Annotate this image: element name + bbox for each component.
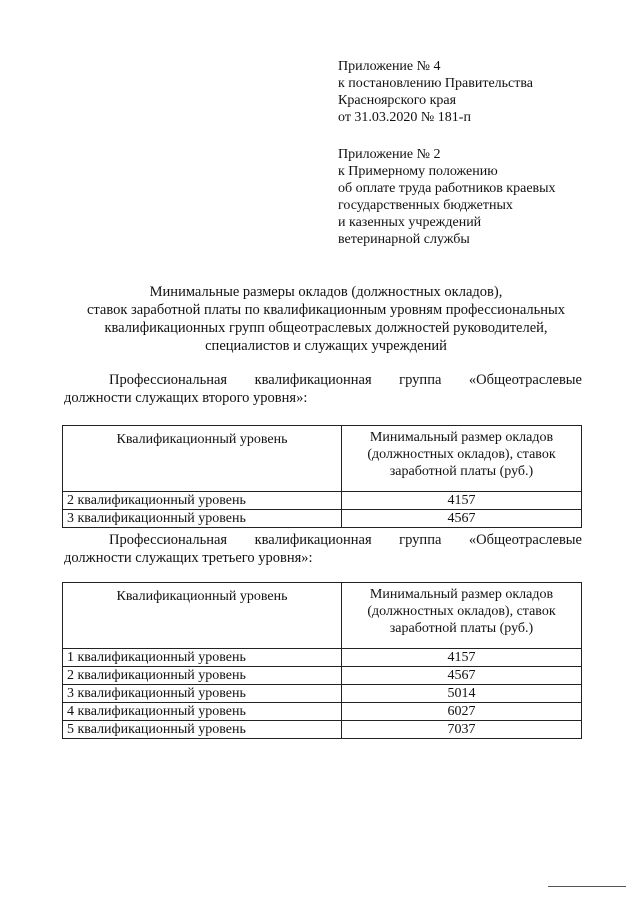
appendix-line: от 31.03.2020 № 181-п [338, 110, 471, 125]
salary-cell: 4567 [342, 510, 582, 528]
level-cell: 3 квалификационный уровень [63, 685, 342, 703]
table-row [63, 510, 582, 528]
header-level: Квалификационный уровень [63, 583, 342, 649]
group-2-heading [64, 371, 582, 407]
level-cell: 5 квалификационный уровень [63, 721, 342, 739]
salary-cell: 4157 [342, 492, 582, 510]
title-line: ставок заработной платы по квалификационным уровням профессиональных [86, 302, 566, 318]
level-cell: 2 квалификационный уровень [63, 667, 342, 685]
heading-line-2: должности служащих третьего уровня»: [64, 550, 313, 566]
scan-artifact-line [548, 886, 626, 887]
table-header-row [63, 426, 582, 492]
table-header-row [63, 583, 582, 649]
header-salary-line: заработной платы (руб.) [389, 464, 534, 479]
header-salary-line: (должностных окладов), ставок [367, 447, 556, 462]
header-salary-line: заработной платы (руб.) [389, 621, 534, 636]
table-row [63, 703, 582, 721]
appendix-2-header [338, 146, 628, 248]
salary-table-group-3 [62, 582, 582, 739]
heading-word: Профессиональная [109, 372, 228, 388]
group-3-heading [64, 531, 582, 567]
heading-word: группа [399, 532, 442, 548]
header-salary [342, 583, 582, 649]
appendix-line: и казенных учреждений [338, 215, 482, 230]
salary-cell: 6027 [342, 703, 582, 721]
level-cell: 3 квалификационный уровень [63, 510, 342, 528]
appendix-line: Приложение № 4 [338, 59, 441, 74]
salary-cell: 4567 [342, 667, 582, 685]
title-line: Минимальные размеры окладов (должностных окладов), [149, 284, 503, 300]
header-level: Квалификационный уровень [63, 426, 342, 492]
header-salary [342, 426, 582, 492]
table-row [63, 649, 582, 667]
heading-word: «Общеотраслевые [468, 372, 582, 388]
salary-cell: 5014 [342, 685, 582, 703]
heading-word: Профессиональная [109, 532, 228, 548]
salary-cell: 7037 [342, 721, 582, 739]
title-line: квалификационных групп общеотраслевых должностей руководителей, [104, 320, 548, 336]
salary-table-group-2 [62, 425, 582, 528]
appendix-line: к постановлению Правительства [338, 76, 534, 91]
level-cell: 2 квалификационный уровень [63, 492, 342, 510]
appendix-line: к Примерному положению [338, 164, 498, 179]
appendix-line: Красноярского края [338, 93, 457, 108]
heading-word: «Общеотраслевые [468, 532, 582, 548]
appendix-line: ветеринарной службы [338, 232, 470, 247]
header-salary-line: Минимальный размер окладов [369, 587, 554, 602]
heading-word: квалификационная [254, 372, 372, 388]
level-cell: 4 квалификационный уровень [63, 703, 342, 721]
document-title [60, 283, 592, 355]
appendix-line: государственных бюджетных [338, 198, 513, 213]
appendix-line: Приложение № 2 [338, 147, 441, 162]
appendix-4-header [338, 58, 628, 126]
heading-line-2: должности служащих второго уровня»: [64, 390, 308, 406]
table-row [63, 667, 582, 685]
header-salary-line: (должностных окладов), ставок [367, 604, 556, 619]
appendix-line: об оплате труда работников краевых [338, 181, 556, 196]
level-cell: 1 квалификационный уровень [63, 649, 342, 667]
salary-cell: 4157 [342, 649, 582, 667]
header-salary-line: Минимальный размер окладов [369, 430, 554, 445]
heading-word: квалификационная [254, 532, 372, 548]
table-row [63, 685, 582, 703]
table-row [63, 492, 582, 510]
title-line: специалистов и служащих учреждений [205, 338, 447, 354]
heading-word: группа [399, 372, 442, 388]
table-row [63, 721, 582, 739]
